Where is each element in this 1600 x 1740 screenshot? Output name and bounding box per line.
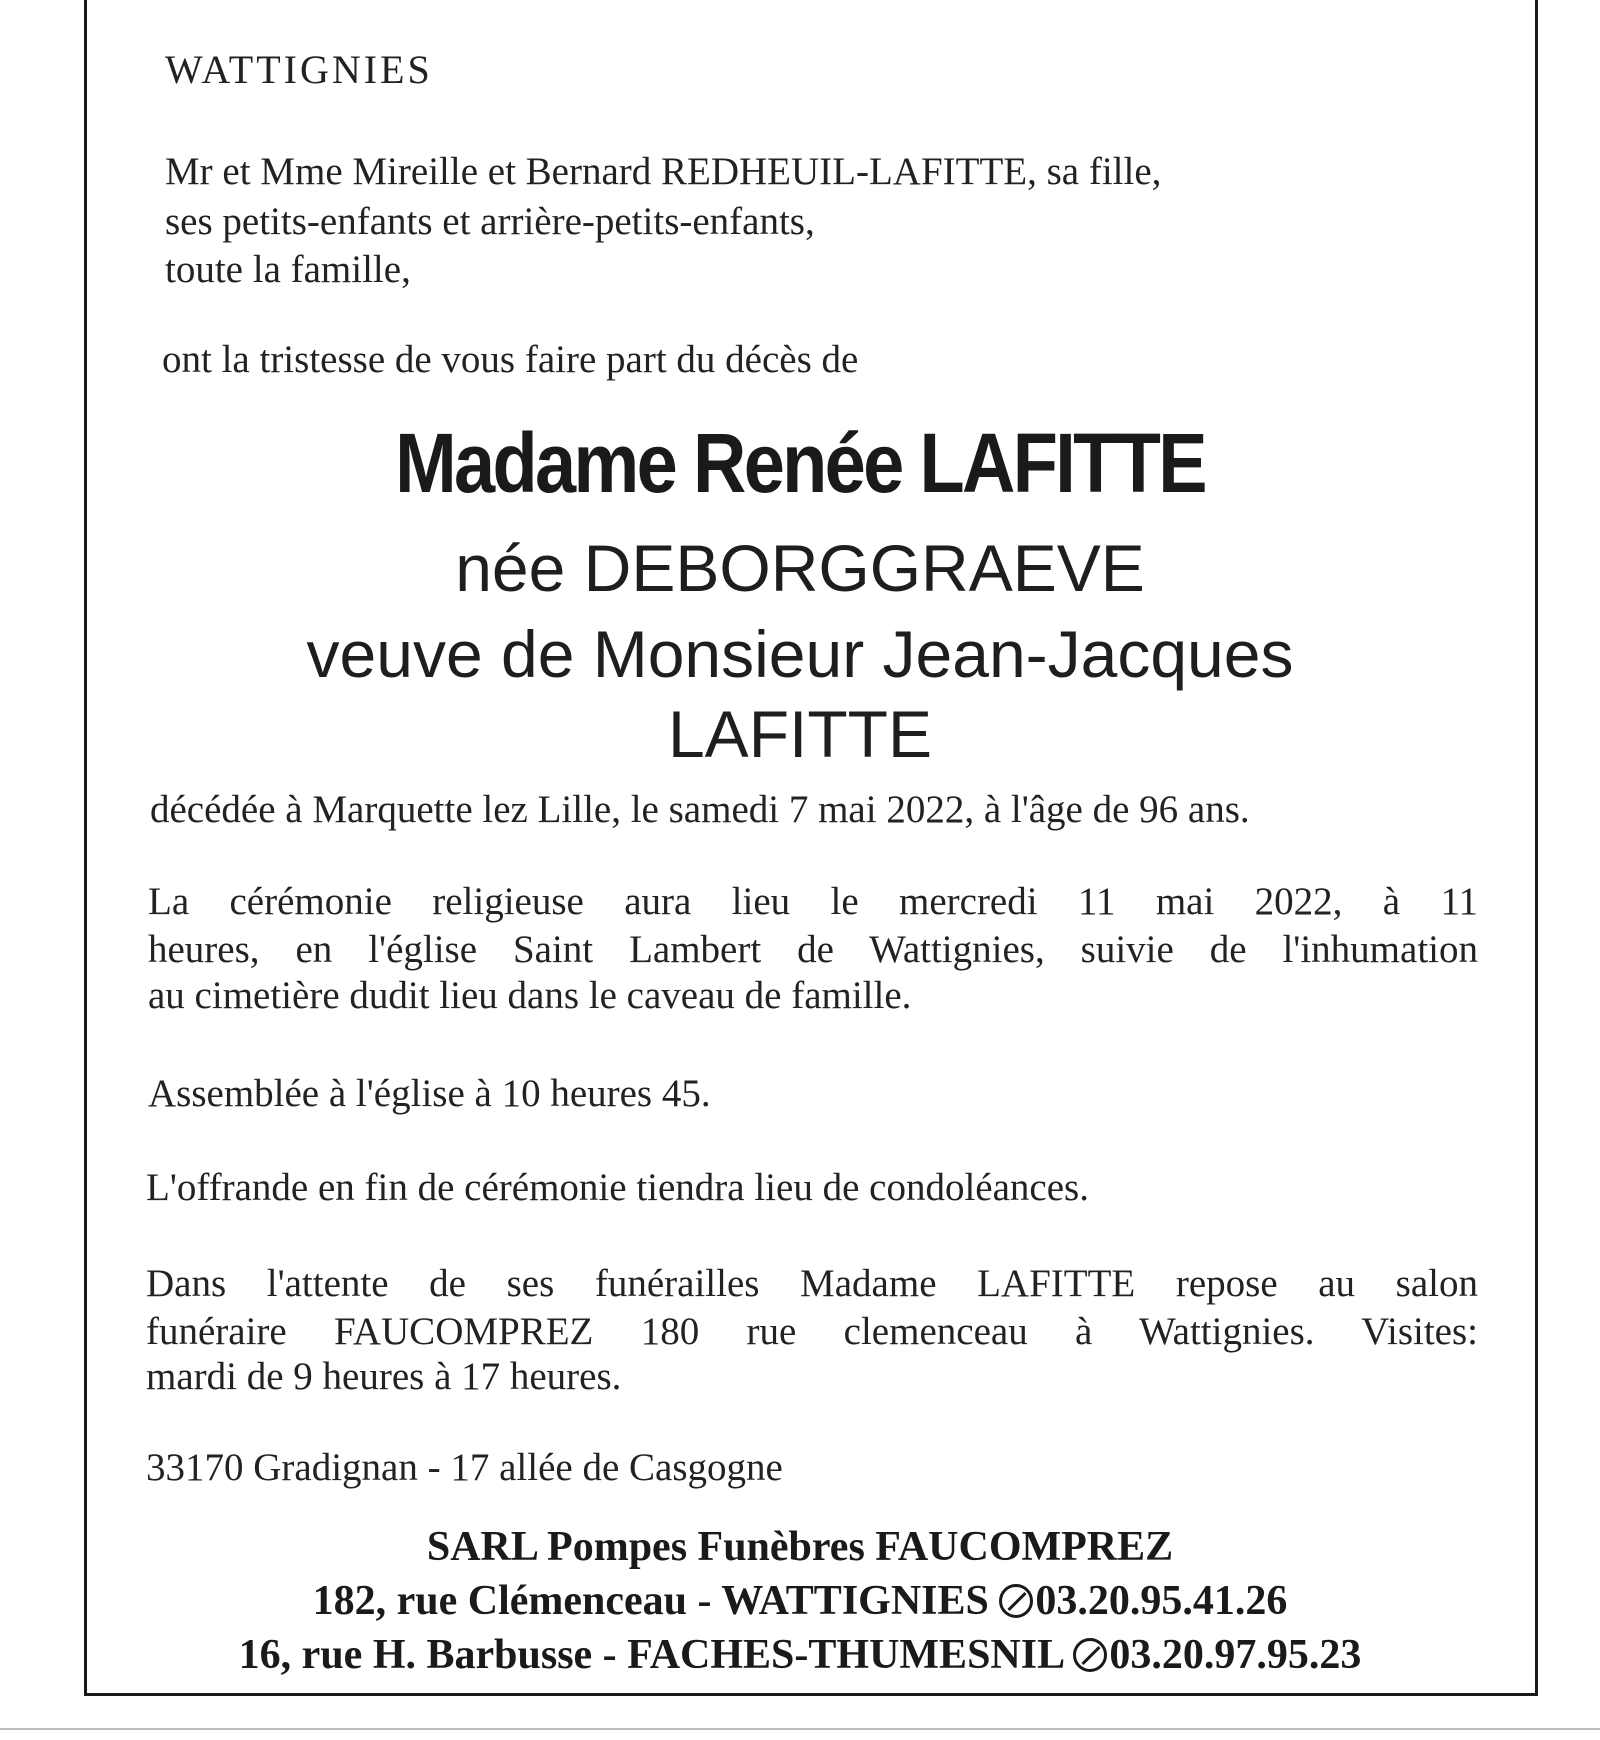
widow-line-2: LAFITTE <box>667 697 933 771</box>
viewing-line-3: mardi de 9 heures à 17 heures. <box>146 1355 622 1398</box>
family-line-2: ses petits-enfants et arrière-petits-enfants, <box>165 200 815 243</box>
ceremony-line-1: La cérémonie religieuse aura lieu le mercredi 11 mai 2022, à 11 <box>148 880 1478 923</box>
branch-2-phone: 03.20.97.95.23 <box>1109 1632 1362 1678</box>
branch-1-phone: 03.20.95.41.26 <box>1035 1578 1288 1624</box>
assembly-time: Assemblée à l'église à 10 heures 45. <box>148 1072 711 1115</box>
funeral-home-name: SARL Pompes Funèbres FAUCOMPREZ <box>426 1524 1174 1570</box>
viewing-line-1: Dans l'attente de ses funérailles Madame LAFITTE repose au salon <box>146 1262 1478 1305</box>
deceased-name: Madame Renée LAFITTE <box>395 416 1205 510</box>
page-bottom-rule <box>0 1728 1600 1730</box>
ceremony-line-3: au cimetière dudit lieu dans le caveau de famille. <box>148 974 912 1017</box>
announcement-intro: ont la tristesse de vous faire part du décès de <box>162 338 859 381</box>
death-details: décédée à Marquette lez Lille, le samedi 7 mai 2022, à l'âge de 96 ans. <box>150 788 1250 831</box>
city-heading: WATTIGNIES <box>165 47 433 92</box>
phone-icon <box>1073 1638 1107 1672</box>
offering-note: L'offrande en fin de cérémonie tiendra lieu de condoléances. <box>146 1166 1089 1209</box>
family-line-3: toute la famille, <box>165 248 411 291</box>
family-line-1: Mr et Mme Mireille et Bernard REDHEUIL-LAFITTE, sa fille, <box>165 150 1162 193</box>
deceased-maiden-name: née DEBORGGRAEVE <box>455 531 1145 605</box>
ceremony-line-2: heures, en l'église Saint Lambert de Wattignies, suivie de l'inhumation <box>148 928 1478 971</box>
viewing-line-2: funéraire FAUCOMPREZ 180 rue clemenceau à Wattignies. Visites: <box>146 1310 1478 1353</box>
family-address: 33170 Gradignan - 17 allée de Casgogne <box>146 1446 783 1489</box>
branch-2-address: 16, rue H. Barbusse - FACHES-THUMESNIL <box>238 1632 1063 1678</box>
funeral-home-branch-2 <box>0 1632 1600 1678</box>
phone-icon <box>999 1584 1033 1618</box>
funeral-home-branch-1 <box>0 1578 1600 1624</box>
branch-1-address: 182, rue Clémenceau - WATTIGNIES <box>312 1578 989 1624</box>
widow-line-1: veuve de Monsieur Jean-Jacques <box>306 617 1294 691</box>
